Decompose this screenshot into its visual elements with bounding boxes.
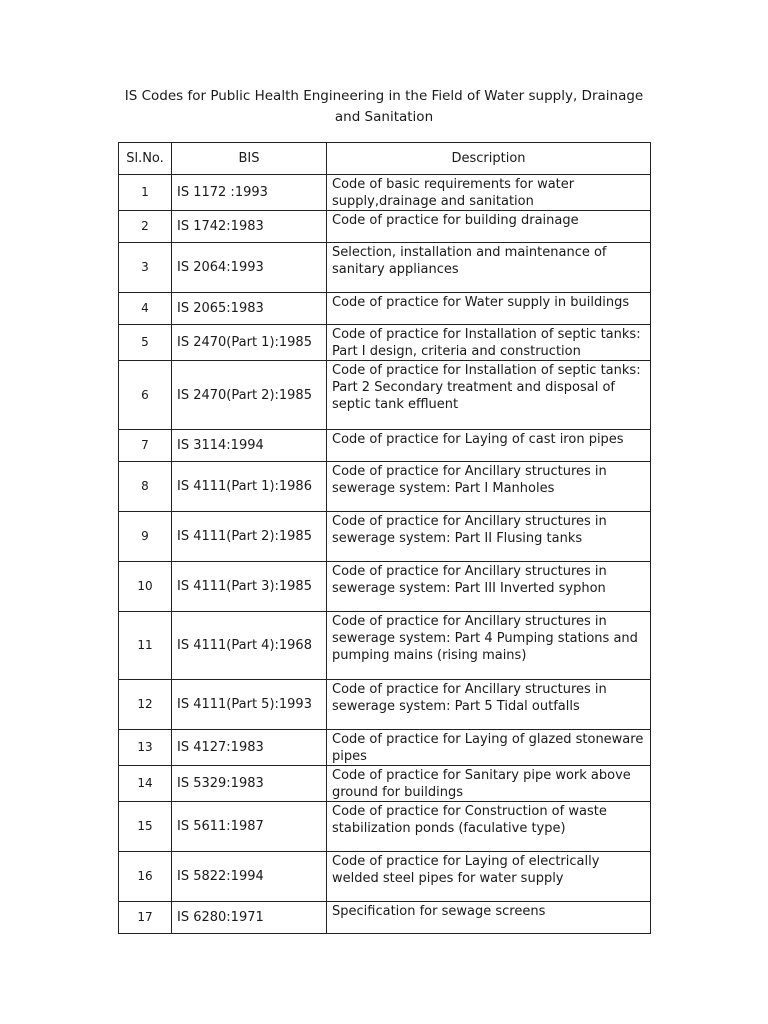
sl-no-cell: 13 — [119, 730, 172, 766]
bis-code-cell: IS 4111(Part 5):1993 — [172, 680, 327, 730]
sl-no-cell: 15 — [119, 802, 172, 852]
description-cell: Code of practice for Ancillary structures in sewerage system: Part 5 Tidal outfalls — [327, 680, 651, 730]
bis-code-cell: IS 2065:1983 — [172, 293, 327, 325]
bis-code-cell: IS 4111(Part 2):1985 — [172, 512, 327, 562]
bis-code-cell: IS 4111(Part 3):1985 — [172, 562, 327, 612]
description-cell: Code of practice for Sanitary pipe work above ground for buildings — [327, 766, 651, 802]
sl-no-cell: 6 — [119, 361, 172, 430]
sl-no-cell: 4 — [119, 293, 172, 325]
bis-code-cell: IS 1172 :1993 — [172, 175, 327, 211]
table-row — [119, 361, 651, 430]
bis-code-cell: IS 5329:1983 — [172, 766, 327, 802]
table-row — [119, 175, 651, 211]
description-cell: Selection, installation and maintenance of sanitary appliances — [327, 243, 651, 293]
table-row — [119, 243, 651, 293]
sl-no-cell: 5 — [119, 325, 172, 361]
description-cell: Code of practice for Ancillary structures in sewerage system: Part I Manholes — [327, 462, 651, 512]
description-cell: Code of practice for Laying of glazed stoneware pipes — [327, 730, 651, 766]
description-cell: Code of practice for building drainage — [327, 211, 651, 243]
bis-code-cell: IS 5611:1987 — [172, 802, 327, 852]
table-row — [119, 766, 651, 802]
table-row — [119, 430, 651, 462]
header-sl-no: Sl.No. — [119, 143, 172, 175]
sl-no-cell: 16 — [119, 852, 172, 902]
sl-no-cell: 2 — [119, 211, 172, 243]
description-cell: Code of practice for Installation of septic tanks: Part I design, criteria and construction — [327, 325, 651, 361]
table-row — [119, 211, 651, 243]
table-row — [119, 293, 651, 325]
table-row — [119, 802, 651, 852]
description-cell: Specification for sewage screens — [327, 902, 651, 934]
header-bis: BIS — [172, 143, 327, 175]
description-cell: Code of practice for Water supply in buildings — [327, 293, 651, 325]
document-title: IS Codes for Public Health Engineering in the Field of Water supply, Drainage and Sanitation — [124, 88, 644, 125]
bis-code-cell: IS 5822:1994 — [172, 852, 327, 902]
table-row — [119, 730, 651, 766]
table-row — [119, 462, 651, 512]
description-cell: Code of basic requirements for water supply,drainage and sanitation — [327, 175, 651, 211]
bis-code-cell: IS 4111(Part 4):1968 — [172, 612, 327, 680]
table-row — [119, 612, 651, 680]
sl-no-cell: 11 — [119, 612, 172, 680]
table-row — [119, 852, 651, 902]
table-row — [119, 562, 651, 612]
bis-code-cell: IS 2470(Part 1):1985 — [172, 325, 327, 361]
description-cell: Code of practice for Laying of electrically welded steel pipes for water supply — [327, 852, 651, 902]
description-cell: Code of practice for Construction of waste stabilization ponds (faculative type) — [327, 802, 651, 852]
sl-no-cell: 9 — [119, 512, 172, 562]
table-row — [119, 512, 651, 562]
header-description: Description — [327, 143, 651, 175]
description-cell: Code of practice for Laying of cast iron pipes — [327, 430, 651, 462]
bis-code-cell: IS 6280:1971 — [172, 902, 327, 934]
sl-no-cell: 17 — [119, 902, 172, 934]
table-row — [119, 680, 651, 730]
bis-code-cell: IS 2064:1993 — [172, 243, 327, 293]
sl-no-cell: 7 — [119, 430, 172, 462]
sl-no-cell: 14 — [119, 766, 172, 802]
table-row — [119, 325, 651, 361]
sl-no-cell: 10 — [119, 562, 172, 612]
description-cell: Code of practice for Installation of septic tanks: Part 2 Secondary treatment and disposal of septic tank effluent — [327, 361, 651, 430]
description-cell: Code of practice for Ancillary structures in sewerage system: Part 4 Pumping stations and pumping mains (rising mains) — [327, 612, 651, 680]
bis-code-cell: IS 2470(Part 2):1985 — [172, 361, 327, 430]
bis-code-cell: IS 1742:1983 — [172, 211, 327, 243]
bis-code-cell: IS 4111(Part 1):1986 — [172, 462, 327, 512]
sl-no-cell: 3 — [119, 243, 172, 293]
sl-no-cell: 1 — [119, 175, 172, 211]
sl-no-cell: 8 — [119, 462, 172, 512]
bis-code-cell: IS 3114:1994 — [172, 430, 327, 462]
table-header-row — [119, 143, 651, 175]
description-cell: Code of practice for Ancillary structures in sewerage system: Part II Flusing tanks — [327, 512, 651, 562]
table-row — [119, 902, 651, 934]
is-codes-table — [118, 142, 651, 934]
sl-no-cell: 12 — [119, 680, 172, 730]
description-cell: Code of practice for Ancillary structures in sewerage system: Part III Inverted syphon — [327, 562, 651, 612]
bis-code-cell: IS 4127:1983 — [172, 730, 327, 766]
